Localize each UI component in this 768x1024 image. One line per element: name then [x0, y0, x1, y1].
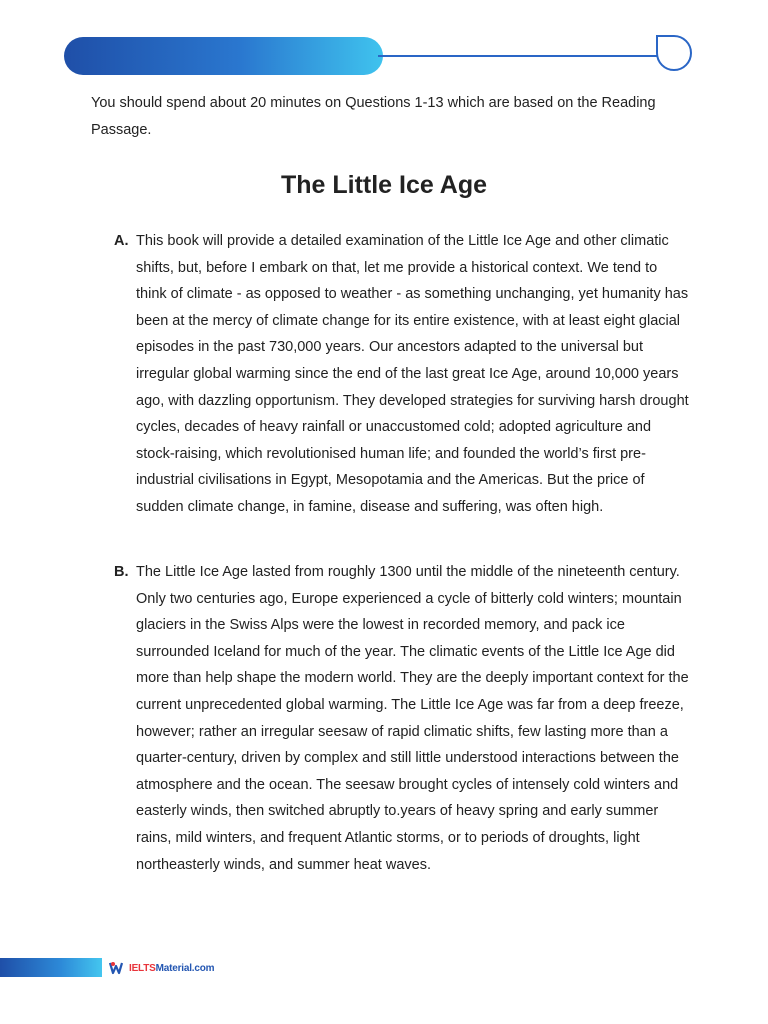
- logo-text: [129, 963, 214, 974]
- paragraph-a: [114, 228, 689, 521]
- brand-logo: [109, 960, 214, 976]
- header-rule-line: [378, 55, 658, 57]
- footer-gradient-bar: [0, 958, 102, 977]
- paragraph-letter: B.: [114, 564, 129, 580]
- paragraph-text: The Little Ice Age lasted from roughly 1300 until the middle of the nineteenth century. Only two centuries ago, Europe experienced a cycle of bitterly cold winters; mountain glaciers in the Swiss Alps were the lowest in recorded memory, and pack ice surrounded Iceland for much of the year. The climatic events of the Little Ice Age did more than help shape the modern world. They are the deeply important context for the current unprecedented global warming. The Little Ice Age was far from a deep freeze, however; rather an irregular seesaw of rapid climatic shifts, few lasting more than a quarter-century, driven by complex and still little understood interactions between the atmosphere and the ocean. The seesaw brought cycles of intensely cold winters and easterly winds, then switched abruptly to.years of heavy spring and early summer rains, mild winters, and frequent Atlantic storms, or to periods of droughts, light northeasterly winds, and summer heat waves.: [136, 564, 689, 873]
- paragraph-text: This book will provide a detailed examination of the Little Ice Age and other climatic shifts, but, before I embark on that, let me provide a historical context. We tend to think of climate - as opposed to weather - as something unchanging, yet humanity has been at the mercy of climate change for its entire existence, with at least eight glacial episodes in the past 730,000 years. Our ancestors adapted to the universal but irregular global warming since the end of the last great Ice Age, around 10,000 years ago, with dazzling opportunism. They developed strategies for surviving harsh drought cycles, decades of heavy rainfall or unaccustomed cold; adopted agriculture and stock-raising, which revolutionised human life; and founded the world’s first pre-industrial civilisations in Egypt, Mesopotamia and the Americas. But the price of sudden climate change, in famine, disease and suffering, was often high.: [136, 233, 689, 515]
- logo-text-main: Material.com: [155, 962, 215, 974]
- instructions-text: You should spend about 20 minutes on Questions 1-13 which are based on the Reading Passage.: [91, 95, 656, 138]
- logo-mark-icon: [109, 961, 127, 975]
- paragraph-letter: A.: [114, 233, 129, 249]
- header-gradient-bar: [64, 37, 383, 75]
- passage-title: The Little Ice Age: [280, 171, 488, 199]
- paragraph-b: [114, 559, 689, 878]
- logo-text-prefix: IELTS: [129, 962, 156, 974]
- droplet-outline-icon: [654, 33, 694, 73]
